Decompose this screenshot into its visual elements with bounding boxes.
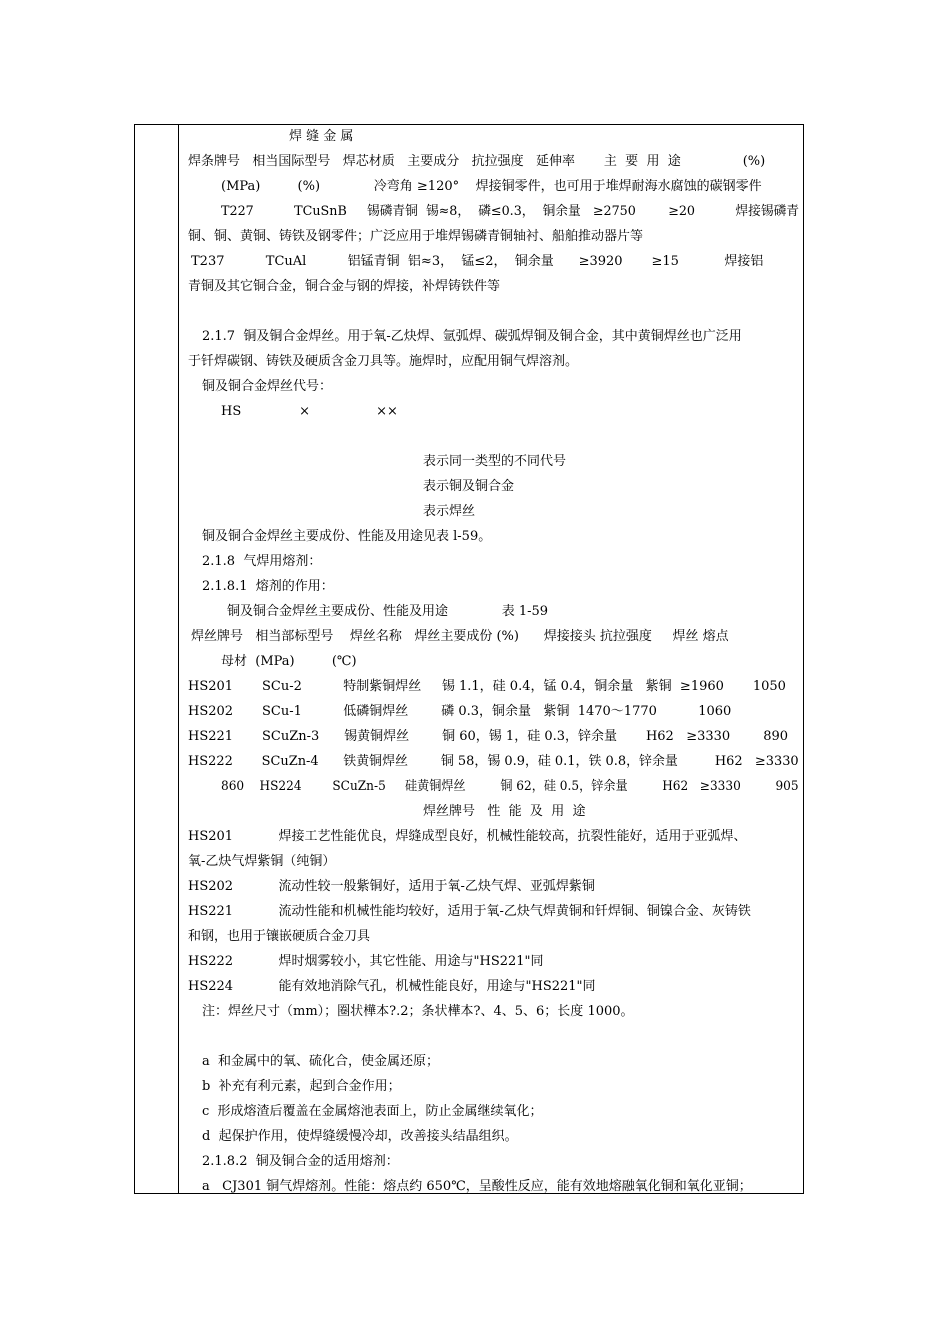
text-line: 860 HS224 SCuZn-5 硅黄铜焊丝 铜 62，硅 0.5，锌余量 H62 ≥3330 905 xyxy=(221,779,799,794)
text-line: 焊丝牌号 性 能 及 用 途 xyxy=(423,804,586,819)
text-line: HS201 SCu-2 特制紫铜焊丝 锡 1.1，硅 0.4，锰 0.4，铜余量 紫铜 ≥1960 1050 xyxy=(188,679,786,694)
text-line: 注：焊丝尺寸（mm）；圈状樺本?.2；条状樺本?、4、5、6；长度 1000。 xyxy=(202,1004,634,1019)
text-line: 2.1.7 铜及铜合金焊丝。用于氧-乙炔焊、氩弧焊、碳弧焊铜及铜合金，其中黄铜焊丝也广泛用 xyxy=(202,329,742,344)
text-line: c 形成熔渣后覆盖在金属熔池表面上，防止金属继续氧化； xyxy=(202,1104,543,1119)
text-line: HS × ×× xyxy=(221,404,398,419)
text-line: 2.1.8.1 熔剂的作用： xyxy=(202,579,334,594)
text-line: 焊 缝 金 属 xyxy=(289,129,354,144)
text-line: 表示同一类型的不同代号 xyxy=(423,454,567,469)
text-line: 2.1.8 气焊用熔剂： xyxy=(202,554,322,569)
text-line: T237 TCuAl 铝锰青铜 铝≈3， 锰≤2， 铜余量 ≥3920 ≥15 焊接铝 xyxy=(191,254,764,269)
text-line: 青铜及其它铜合金，铜合金与钢的焊接，补焊铸铁件等 xyxy=(188,279,501,294)
text-line: 铜及铜合金焊丝主要成份、性能及用途见表 l-59。 xyxy=(202,529,492,544)
text-line: 母材 (MPa) (℃) xyxy=(221,654,357,669)
text-line: HS202 流动性较一般紫铜好，适用于氧-乙炔气焊、亚弧焊紫铜 xyxy=(188,879,595,894)
text-line: 铜、铜、黄铜、铸铁及钢零件；广泛应用于堆焊锡磷青铜轴衬、船舶推动器片等 xyxy=(188,229,644,244)
text-line: 表示焊丝 xyxy=(423,504,476,519)
text-line: a CJ301 铜气焊熔剂。性能：熔点约 650℃，呈酸性反应，能有效地熔融氧化铜和氧化亚铜； xyxy=(202,1179,752,1194)
text-line: 2.1.8.2 铜及铜合金的适用熔剂： xyxy=(202,1154,399,1169)
text-line: HS221 流动性能和机械性能均较好，适用于氧-乙炔气焊黄铜和钎焊铜、铜镍合金、灰铸铁 xyxy=(188,904,751,919)
text-line: 焊丝牌号 相当部标型号 焊丝名称 焊丝主要成份 (%) 焊接接头 抗拉强度 焊丝 熔点 xyxy=(191,629,729,644)
text-line: 氧-乙炔气焊紫铜（纯铜） xyxy=(188,854,336,869)
text-line: (MPa) (%) 冷弯角 ≥120° 焊接铜零件，也可用于堆焊耐海水腐蚀的碳钢零件 xyxy=(221,179,762,194)
document-content xyxy=(179,125,803,1193)
document-frame xyxy=(134,124,804,1194)
text-line: d 起保护作用，使焊缝缓慢冷却，改善接头结晶组织。 xyxy=(202,1129,518,1144)
text-line: HS222 焊时烟雾较小，其它性能、用途与"HS221"同 xyxy=(188,954,544,969)
text-line: HS222 SCuZn-4 铁黄铜焊丝 铜 58，锡 0.9，硅 0.1，铁 0.8，锌余量 H62 ≥3330 xyxy=(188,754,799,769)
text-line: 铜及铜合金焊丝主要成份、性能及用途 表 1-59 xyxy=(227,604,549,619)
text-line: b 补充有利元素，起到合金作用； xyxy=(202,1079,401,1094)
left-column xyxy=(135,125,179,1193)
text-line: 和钢，也用于镶嵌硬质合金刀具 xyxy=(188,929,371,944)
text-line: T227 TCuSnB 锡磷青铜 锡≈8， 磷≤0.3， 铜余量 ≥2750 ≥20 焊接锡磷青 xyxy=(221,204,800,219)
text-line: a 和金属中的氧、硫化合，使金属还原； xyxy=(202,1054,440,1069)
text-line: HS201 焊接工艺性能优良，焊缝成型良好，机械性能较高，抗裂性能好，适用于亚弧焊、 xyxy=(188,829,747,844)
text-line: 于钎焊碳钢、铸铁及硬质含金刀具等。施焊时，应配用铜气焊溶剂。 xyxy=(188,354,579,369)
text-line: HS221 SCuZn-3 锡黄铜焊丝 铜 60，锡 1，硅 0.3，锌余量 H62 ≥3330 890 xyxy=(188,729,789,744)
text-line: HS202 SCu-1 低磷铜焊丝 磷 0.3，铜余量 紫铜 1470～1770 1060 xyxy=(188,704,732,719)
text-line: HS224 能有效地消除气孔，机械性能良好，用途与"HS221"同 xyxy=(188,979,596,994)
text-line: 铜及铜合金焊丝代号： xyxy=(202,379,333,394)
text-line: 表示铜及铜合金 xyxy=(423,479,515,494)
text-line: 焊条牌号 相当国际型号 焊芯材质 主要成分 抗拉强度 延伸率 主 要 用 途 (%) xyxy=(188,154,766,169)
